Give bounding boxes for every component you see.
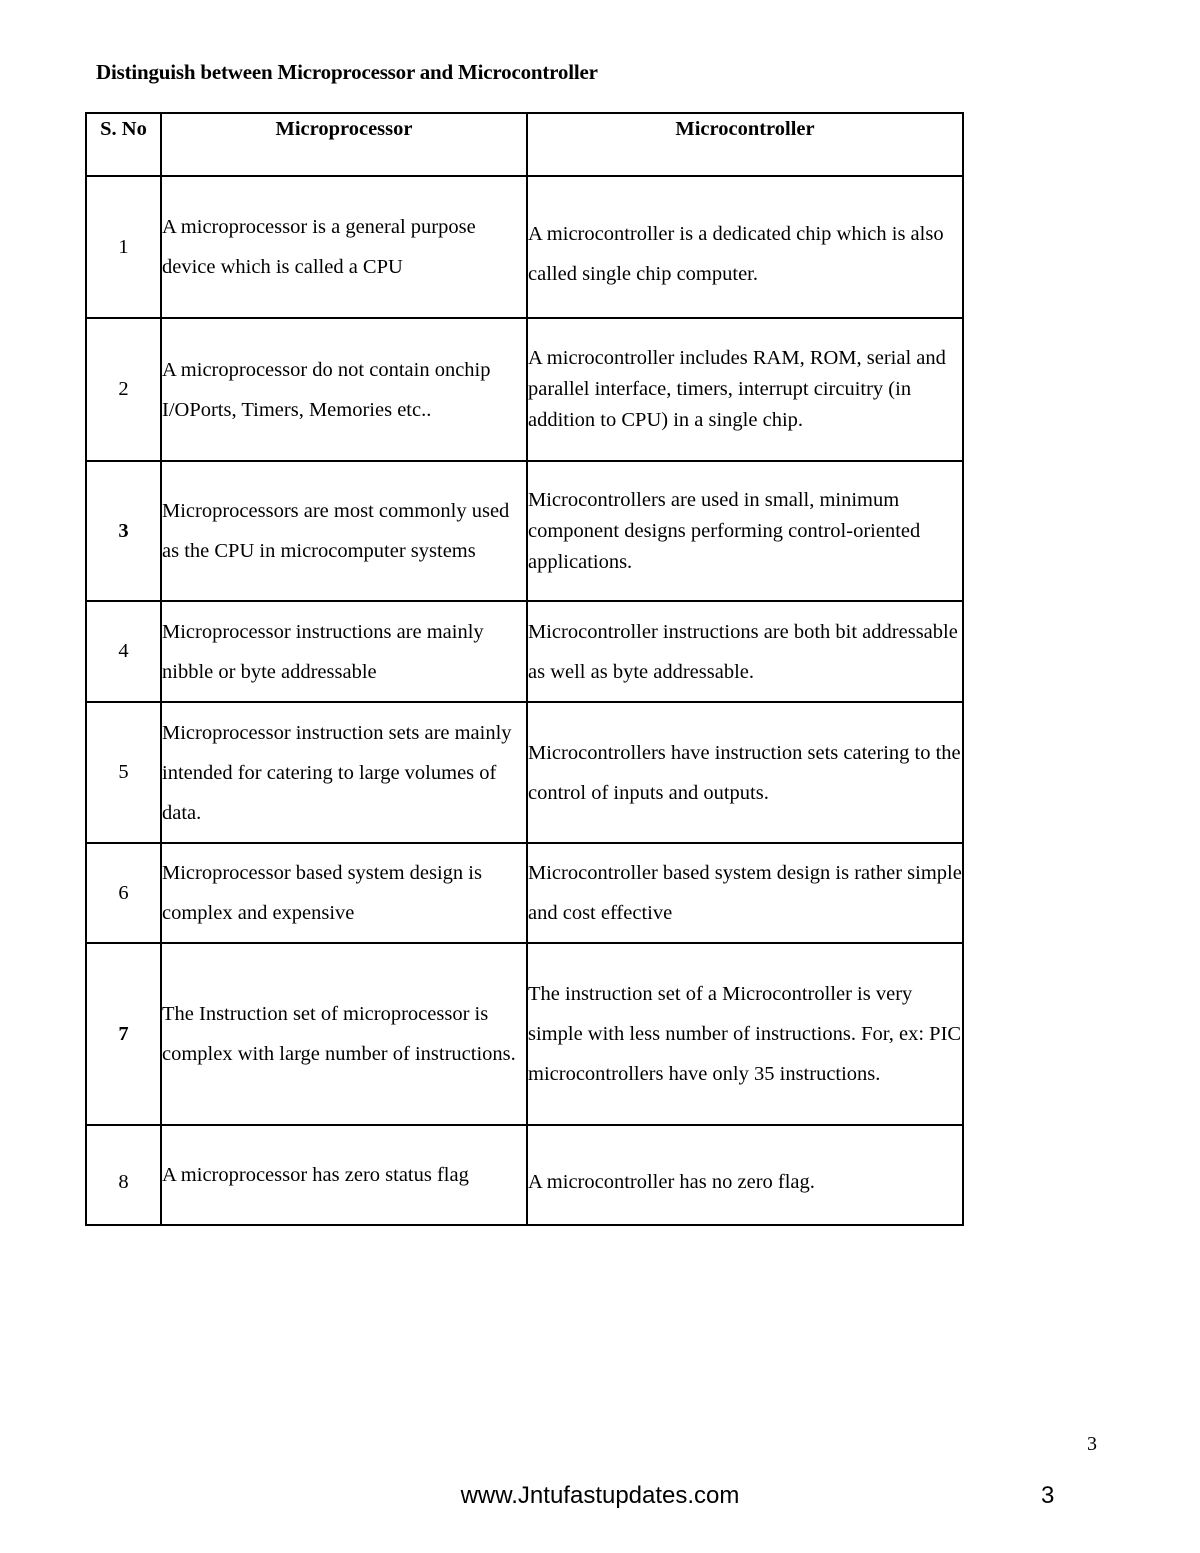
microprocessor-cell: A microprocessor has zero status flag [161,1125,527,1225]
footer-page-number: 3 [1041,1482,1055,1509]
microprocessor-cell: Microprocessor instruction sets are mainly intended for catering to large volumes of data. [161,702,527,843]
table-row [86,843,963,943]
microcontroller-cell: A microcontroller has no zero flag. [527,1125,963,1225]
microprocessor-cell: Microprocessors are most commonly used as the CPU in microcomputer systems [161,461,527,601]
comparison-table [85,112,964,1226]
microprocessor-cell: Microprocessor instructions are mainly nibble or byte addressable [161,601,527,702]
row-number: 1 [86,176,161,318]
header-microprocessor: Microprocessor [161,113,527,176]
header-microcontroller: Microcontroller [527,113,963,176]
table-row [86,318,963,461]
row-number: 4 [86,601,161,702]
row-number: 5 [86,702,161,843]
table-row [86,176,963,318]
microcontroller-cell: Microcontroller instructions are both bit addressable as well as byte addressable. [527,601,963,702]
table-row [86,943,963,1125]
table-row [86,601,963,702]
microprocessor-cell: A microprocessor is a general purpose device which is called a CPU [161,176,527,318]
microcontroller-cell: A microcontroller includes RAM, ROM, serial and parallel interface, timers, interrupt circuitry (in addition to CPU) in a single chip. [527,318,963,461]
microprocessor-cell: The Instruction set of microprocessor is complex with large number of instructions. [161,943,527,1125]
microcontroller-cell: Microcontroller based system design is rather simple and cost effective [527,843,963,943]
row-number: 3 [86,461,161,601]
table-header-row [86,113,963,176]
microcontroller-cell: A microcontroller is a dedicated chip which is also called single chip computer. [527,176,963,318]
row-number: 6 [86,843,161,943]
row-number: 8 [86,1125,161,1225]
table-row [86,702,963,843]
table-row [86,461,963,601]
microprocessor-cell: A microprocessor do not contain onchip I/OPorts, Timers, Memories etc.. [161,318,527,461]
footer-url: www.Jntufastupdates.com [460,1482,740,1509]
header-sno: S. No [86,113,161,176]
page-number: 3 [1087,1433,1097,1455]
microcontroller-cell: The instruction set of a Microcontroller is very simple with less number of instructions. For, ex: PIC microcontrollers have only 35 instructions. [527,943,963,1125]
microcontroller-cell: Microcontrollers are used in small, minimum component designs performing control-oriented applications. [527,461,963,601]
microprocessor-cell: Microprocessor based system design is complex and expensive [161,843,527,943]
microcontroller-cell: Microcontrollers have instruction sets catering to the control of inputs and outputs. [527,702,963,843]
table-row [86,1125,963,1225]
page-title: Distinguish between Microprocessor and Microcontroller [96,60,598,84]
row-number: 7 [86,943,161,1125]
row-number: 2 [86,318,161,461]
